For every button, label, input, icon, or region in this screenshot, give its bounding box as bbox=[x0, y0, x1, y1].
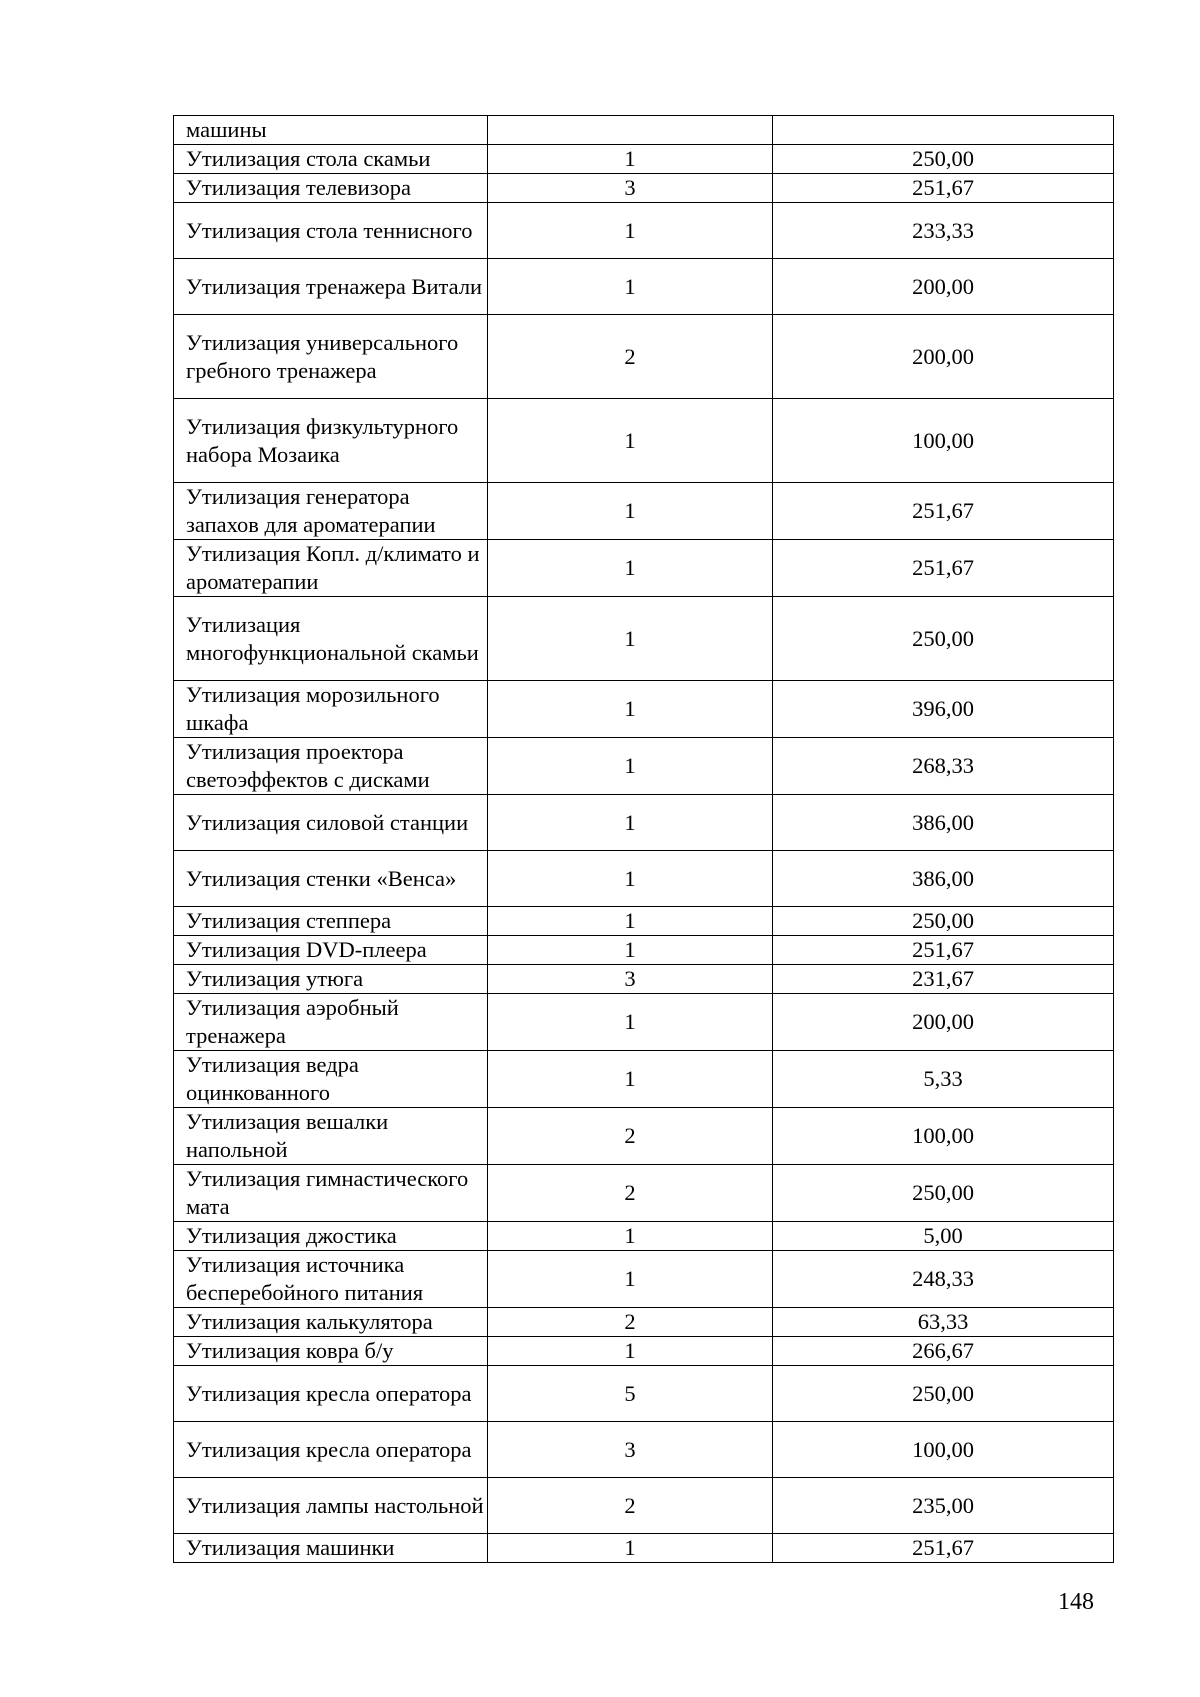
table-row bbox=[174, 1478, 1114, 1534]
table-row bbox=[174, 851, 1114, 907]
quantity-cell: 1 bbox=[488, 259, 773, 315]
item-name-cell: Утилизация степпера bbox=[174, 907, 488, 936]
table-row bbox=[174, 145, 1114, 174]
item-name-cell: машины bbox=[174, 116, 488, 145]
item-name-cell: Утилизация тренажера Витали bbox=[174, 259, 488, 315]
item-name-cell: Утилизация универсального гребного тренажера bbox=[174, 315, 488, 399]
item-name-cell: Утилизация DVD-плеера bbox=[174, 936, 488, 965]
quantity-cell: 1 bbox=[488, 399, 773, 483]
amount-cell: 386,00 bbox=[773, 851, 1114, 907]
item-name-cell: Утилизация гимнастического мата bbox=[174, 1165, 488, 1222]
item-name-cell: Утилизация многофункциональной скамьи bbox=[174, 597, 488, 681]
table-row bbox=[174, 1422, 1114, 1478]
amount-cell: 251,67 bbox=[773, 936, 1114, 965]
table-row bbox=[174, 259, 1114, 315]
table-row bbox=[174, 540, 1114, 597]
amount-cell: 63,33 bbox=[773, 1308, 1114, 1337]
quantity-cell: 1 bbox=[488, 1051, 773, 1108]
quantity-cell: 1 bbox=[488, 936, 773, 965]
amount-cell: 251,67 bbox=[773, 1534, 1114, 1563]
amount-cell: 250,00 bbox=[773, 1366, 1114, 1422]
table-row bbox=[174, 116, 1114, 145]
table-row bbox=[174, 1251, 1114, 1308]
amount-cell: 200,00 bbox=[773, 994, 1114, 1051]
amount-cell: 100,00 bbox=[773, 1422, 1114, 1478]
table-row bbox=[174, 795, 1114, 851]
amount-cell: 250,00 bbox=[773, 145, 1114, 174]
item-name-cell: Утилизация машинки bbox=[174, 1534, 488, 1563]
amount-cell: 248,33 bbox=[773, 1251, 1114, 1308]
quantity-cell: 1 bbox=[488, 795, 773, 851]
quantity-cell: 1 bbox=[488, 1222, 773, 1251]
quantity-cell: 3 bbox=[488, 1422, 773, 1478]
quantity-cell: 1 bbox=[488, 145, 773, 174]
table-row bbox=[174, 174, 1114, 203]
quantity-cell: 1 bbox=[488, 1251, 773, 1308]
item-name-cell: Утилизация силовой станции bbox=[174, 795, 488, 851]
table-row bbox=[174, 936, 1114, 965]
quantity-cell: 1 bbox=[488, 1534, 773, 1563]
item-name-cell: Утилизация вешалки напольной bbox=[174, 1108, 488, 1165]
quantity-cell: 3 bbox=[488, 174, 773, 203]
item-name-cell: Утилизация Копл. д/климато и ароматерапии bbox=[174, 540, 488, 597]
quantity-cell: 1 bbox=[488, 483, 773, 540]
table-body bbox=[174, 116, 1114, 1563]
amount-cell: 235,00 bbox=[773, 1478, 1114, 1534]
quantity-cell: 1 bbox=[488, 681, 773, 738]
table-row bbox=[174, 994, 1114, 1051]
amount-cell: 5,00 bbox=[773, 1222, 1114, 1251]
amount-cell: 250,00 bbox=[773, 1165, 1114, 1222]
table-row bbox=[174, 1165, 1114, 1222]
item-name-cell: Утилизация морозильного шкафа bbox=[174, 681, 488, 738]
amount-cell: 100,00 bbox=[773, 399, 1114, 483]
table-row bbox=[174, 1534, 1114, 1563]
quantity-cell bbox=[488, 116, 773, 145]
amount-cell: 251,67 bbox=[773, 540, 1114, 597]
quantity-cell: 1 bbox=[488, 907, 773, 936]
table-row bbox=[174, 597, 1114, 681]
quantity-cell: 3 bbox=[488, 965, 773, 994]
table-row bbox=[174, 965, 1114, 994]
quantity-cell: 2 bbox=[488, 1478, 773, 1534]
amount-cell: 251,67 bbox=[773, 483, 1114, 540]
amount-cell: 200,00 bbox=[773, 259, 1114, 315]
amount-cell bbox=[773, 116, 1114, 145]
table-row bbox=[174, 1337, 1114, 1366]
quantity-cell: 1 bbox=[488, 203, 773, 259]
amount-cell: 231,67 bbox=[773, 965, 1114, 994]
item-name-cell: Утилизация аэробный тренажера bbox=[174, 994, 488, 1051]
item-name-cell: Утилизация генератора запахов для ароматерапии bbox=[174, 483, 488, 540]
quantity-cell: 1 bbox=[488, 994, 773, 1051]
table-row bbox=[174, 203, 1114, 259]
quantity-cell: 2 bbox=[488, 1308, 773, 1337]
quantity-cell: 1 bbox=[488, 597, 773, 681]
table-row bbox=[174, 1222, 1114, 1251]
quantity-cell: 2 bbox=[488, 1165, 773, 1222]
table-row bbox=[174, 1108, 1114, 1165]
item-name-cell: Утилизация стола теннисного bbox=[174, 203, 488, 259]
item-name-cell: Утилизация ведра оцинкованного bbox=[174, 1051, 488, 1108]
item-name-cell: Утилизация калькулятора bbox=[174, 1308, 488, 1337]
table-row bbox=[174, 681, 1114, 738]
amount-cell: 5,33 bbox=[773, 1051, 1114, 1108]
table-row bbox=[174, 1051, 1114, 1108]
amount-cell: 251,67 bbox=[773, 174, 1114, 203]
item-name-cell: Утилизация кресла оператора bbox=[174, 1366, 488, 1422]
table-row bbox=[174, 399, 1114, 483]
amount-cell: 266,67 bbox=[773, 1337, 1114, 1366]
item-name-cell: Утилизация стенки «Венса» bbox=[174, 851, 488, 907]
item-name-cell: Утилизация проектора светоэффектов с дисками bbox=[174, 738, 488, 795]
amount-cell: 233,33 bbox=[773, 203, 1114, 259]
quantity-cell: 1 bbox=[488, 1337, 773, 1366]
quantity-cell: 2 bbox=[488, 1108, 773, 1165]
amount-cell: 250,00 bbox=[773, 597, 1114, 681]
quantity-cell: 5 bbox=[488, 1366, 773, 1422]
item-name-cell: Утилизация джостика bbox=[174, 1222, 488, 1251]
item-name-cell: Утилизация кресла оператора bbox=[174, 1422, 488, 1478]
table-row bbox=[174, 1308, 1114, 1337]
table-row bbox=[174, 483, 1114, 540]
quantity-cell: 1 bbox=[488, 851, 773, 907]
amount-cell: 250,00 bbox=[773, 907, 1114, 936]
table-row bbox=[174, 1366, 1114, 1422]
quantity-cell: 1 bbox=[488, 738, 773, 795]
amount-cell: 268,33 bbox=[773, 738, 1114, 795]
amount-cell: 100,00 bbox=[773, 1108, 1114, 1165]
amount-cell: 396,00 bbox=[773, 681, 1114, 738]
item-name-cell: Утилизация ковра б/у bbox=[174, 1337, 488, 1366]
item-name-cell: Утилизация утюга bbox=[174, 965, 488, 994]
quantity-cell: 1 bbox=[488, 540, 773, 597]
item-name-cell: Утилизация лампы настольной bbox=[174, 1478, 488, 1534]
item-name-cell: Утилизация телевизора bbox=[174, 174, 488, 203]
disposal-table bbox=[173, 115, 1114, 1563]
table-row bbox=[174, 315, 1114, 399]
amount-cell: 386,00 bbox=[773, 795, 1114, 851]
table-row bbox=[174, 907, 1114, 936]
page-number: 148 bbox=[1058, 1589, 1094, 1615]
item-name-cell: Утилизация физкультурного набора Мозаика bbox=[174, 399, 488, 483]
table-row bbox=[174, 738, 1114, 795]
item-name-cell: Утилизация источника бесперебойного питания bbox=[174, 1251, 488, 1308]
amount-cell: 200,00 bbox=[773, 315, 1114, 399]
quantity-cell: 2 bbox=[488, 315, 773, 399]
item-name-cell: Утилизация стола скамьи bbox=[174, 145, 488, 174]
